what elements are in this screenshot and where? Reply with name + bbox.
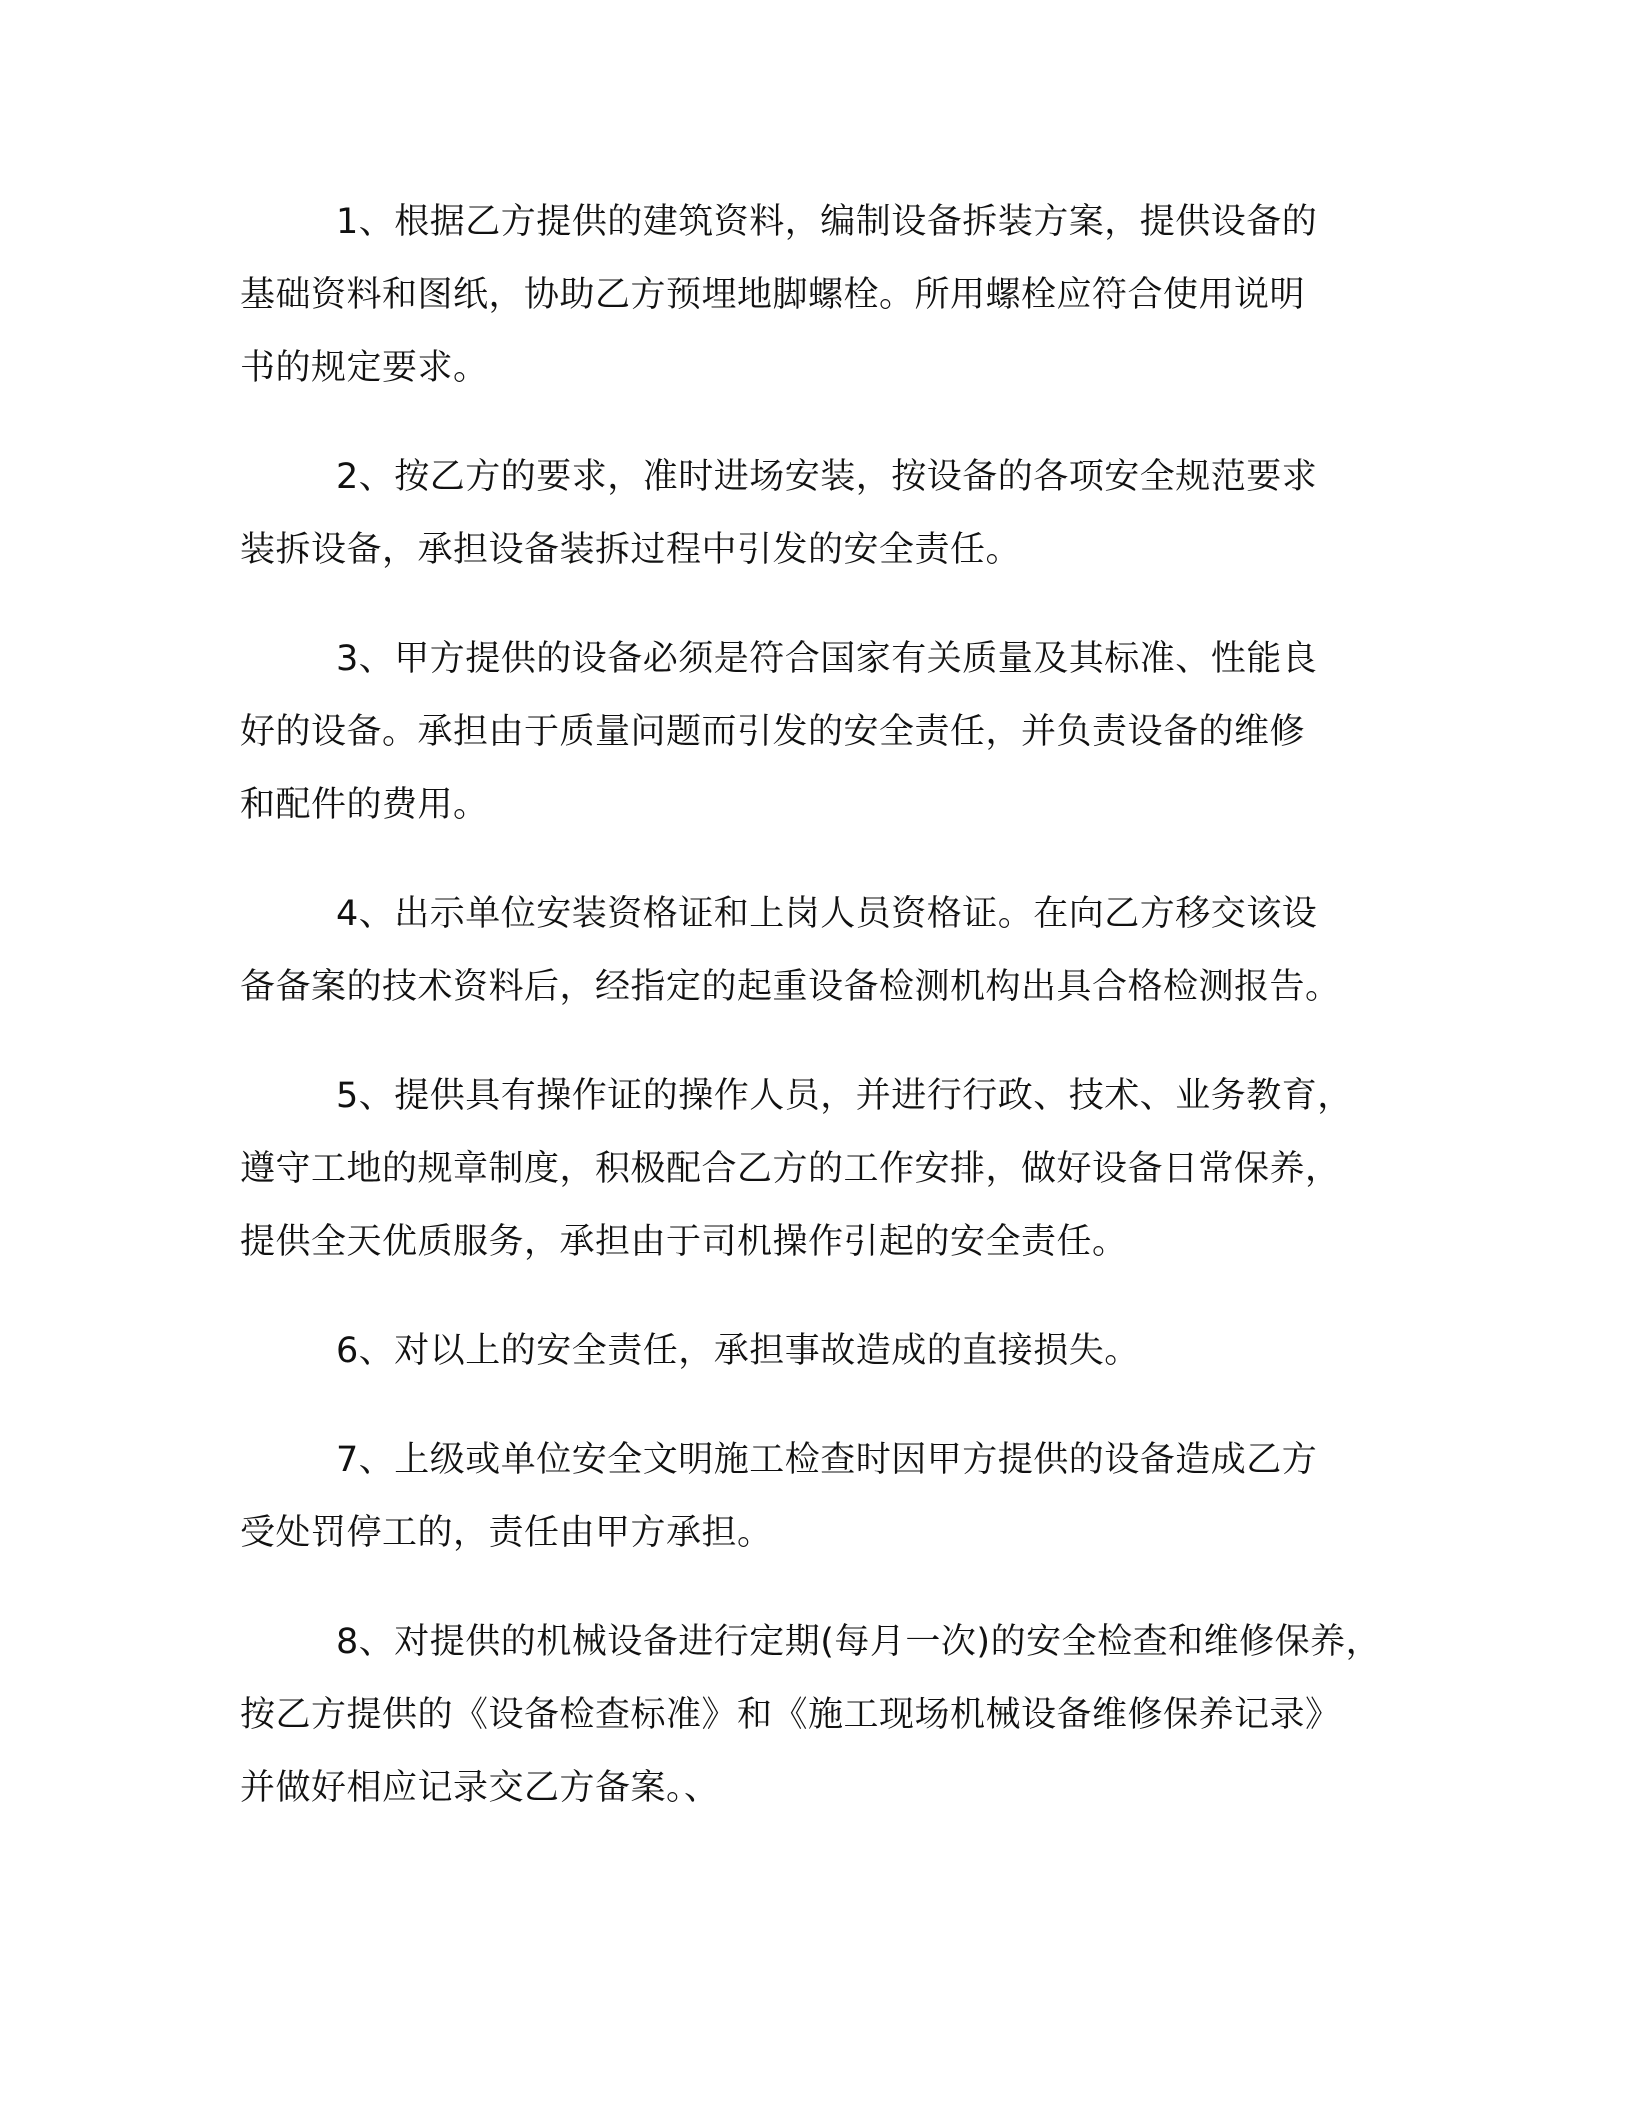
paragraph-6-line-1: 6、对以上的安全责任，承担事故造成的直接损失。 xyxy=(336,1331,1140,1371)
paragraph-1 xyxy=(240,186,1420,405)
paragraph-8 xyxy=(240,1606,1420,1825)
paragraph-7-line-1: 7、上级或单位安全文明施工检查时因甲方提供的设备造成乙方 xyxy=(336,1440,1318,1480)
paragraph-4-line-1: 4、出示单位安装资格证和上岗人员资格证。在向乙方移交该设 xyxy=(336,894,1318,934)
paragraph-1-line-2: 基础资料和图纸，协助乙方预埋地脚螺栓。所用螺栓应符合使用说明 xyxy=(240,275,1306,315)
paragraph-5-line-2: 遵守工地的规章制度，积极配合乙方的工作安排，做好设备日常保养， xyxy=(240,1149,1341,1189)
paragraph-4-line-2: 备备案的技术资料后，经指定的起重设备检测机构出具合格检测报告。 xyxy=(240,967,1341,1007)
paragraph-2-line-2: 装拆设备，承担设备装拆过程中引发的安全责任。 xyxy=(240,530,1022,570)
paragraph-7 xyxy=(240,1424,1420,1570)
paragraph-8-line-3: 并做好相应记录交乙方备案。、 xyxy=(240,1768,720,1808)
paragraph-1-line-1: 1、根据乙方提供的建筑资料，编制设备拆装方案，提供设备的 xyxy=(336,202,1318,242)
paragraph-3-line-1: 3、甲方提供的设备必须是符合国家有关质量及其标准、性能良 xyxy=(336,639,1318,679)
paragraph-7-line-2: 受处罚停工的，责任由甲方承担。 xyxy=(240,1513,773,1553)
paragraph-3-line-2: 好的设备。承担由于质量问题而引发的安全责任，并负责设备的维修 xyxy=(240,712,1306,752)
paragraph-8-line-1: 8、对提供的机械设备进行定期(每月一次)的安全检查和维修保养， xyxy=(336,1622,1382,1662)
paragraph-2 xyxy=(240,441,1420,587)
paragraph-1-line-3: 书的规定要求。 xyxy=(240,348,489,388)
paragraph-3 xyxy=(240,623,1420,842)
paragraph-6 xyxy=(240,1315,1420,1388)
paragraph-8-line-2: 按乙方提供的《设备检查标准》和《施工现场机械设备维修保养记录》 xyxy=(240,1695,1341,1735)
paragraph-3-line-3: 和配件的费用。 xyxy=(240,785,489,825)
document-body xyxy=(240,186,1420,1861)
paragraph-5-line-3: 提供全天优质服务，承担由于司机操作引起的安全责任。 xyxy=(240,1222,1128,1262)
paragraph-4 xyxy=(240,878,1420,1024)
paragraph-2-line-1: 2、按乙方的要求，准时进场安装，按设备的各项安全规范要求 xyxy=(336,457,1318,497)
paragraph-5-line-1: 5、提供具有操作证的操作人员，并进行行政、技术、业务教育， xyxy=(336,1076,1353,1116)
paragraph-5 xyxy=(240,1060,1420,1279)
